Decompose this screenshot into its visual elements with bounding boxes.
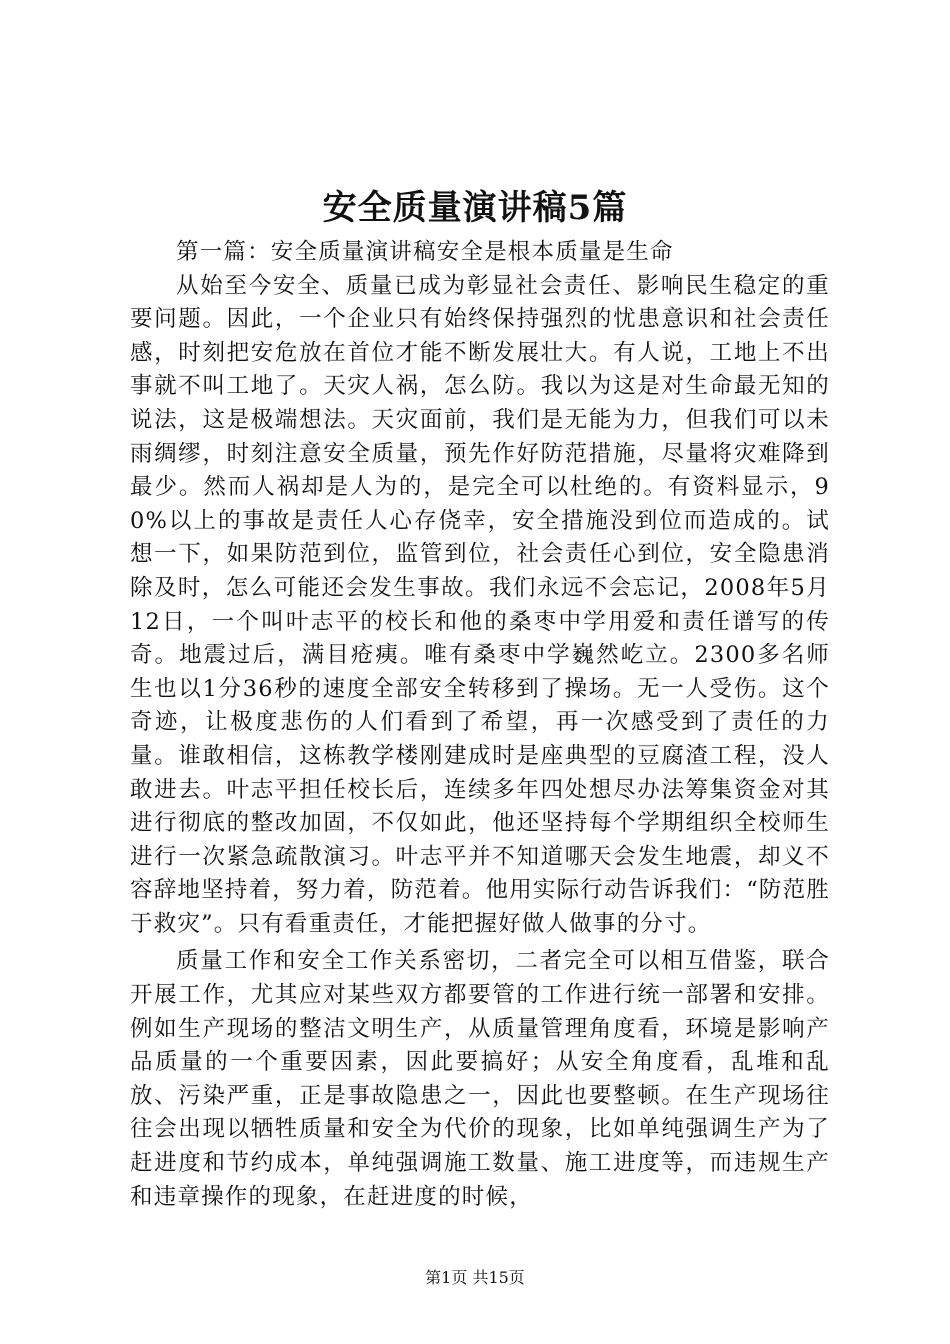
document-title: 安全质量演讲稿5篇 xyxy=(322,188,628,228)
document-body xyxy=(130,236,830,1214)
body-paragraph: 质量工作和安全工作关系密切，二者完全可以相互借鉴，联合开展工作，尤其应对某些双方都要管的工作进行统一部署和安排。例如生产现场的整洁文明生产，从质量管理角度看，环境是影响产品质量的一个重要因素，因此要搞好；从安全角度看，乱堆和乱放、污染严重，正是事故隐患之一，因此也要整顿。在生产现场往往会出现以牺牲质量和安全为代价的现象，比如单纯强调生产为了赶进度和节约成本，单纯强调施工数量、施工进度等，而违规生产和违章操作的现象，在赶进度的时候， xyxy=(130,948,830,1210)
body-paragraph: 从始至今安全、质量已成为彰显社会责任、影响民生稳定的重要问题。因此，一个企业只有始终保持强烈的忧患意识和社会责任感，时刻把安危放在首位才能不断发展壮大。有人说，工地上不出事就不叫工地了。天灾人祸，怎么防。我以为这是对生命最无知的说法，这是极端想法。天灾面前，我们是无能为力，但我们可以未雨绸缪，时刻注意安全质量，预先作好防范措施，尽量将灾难降到最少。然而人祸却是人为的，是完全可以杜绝的。有资料显示，90%以上的事故是责任人心存侥幸，安全措施没到位而造成的。试想一下，如果防范到位，监管到位，社会责任心到位，安全隐患消除及时，怎么可能还会发生事故。我们永远不会忘记，2008年5月12日，一个叫叶志平的校长和他的桑枣中学用爱和责任谱写的传奇。地震过后，满目疮痍。唯有桑枣中学巍然屹立。2300多名师生也以1分36秒的速度全部安全转移到了操场。无一人受伤。这个奇迹，让极度悲伤的人们看到了希望，再一次感受到了责任的力量。谁敢相信，这栋教学楼刚建成时是座典型的豆腐渣工程，没人敢进去。叶志平担任校长后，连续多年四处想尽办法筹集资金对其进行彻底的整改加固，不仅如此，他还坚持每个学期组织全校师生进行一次紧急疏散演习。叶志平并不知道哪天会发生地震，却义不容辞地坚持着，努力着，防范着。他用实际行动告诉我们：“防范胜于救灾”。只有看重责任，才能把握好做人做事的分寸。 xyxy=(130,272,831,937)
section-heading: 第一篇：安全质量演讲稿安全是根本质量是生命 xyxy=(176,239,674,265)
page-number: 第1页 共15页 xyxy=(425,1268,525,1287)
